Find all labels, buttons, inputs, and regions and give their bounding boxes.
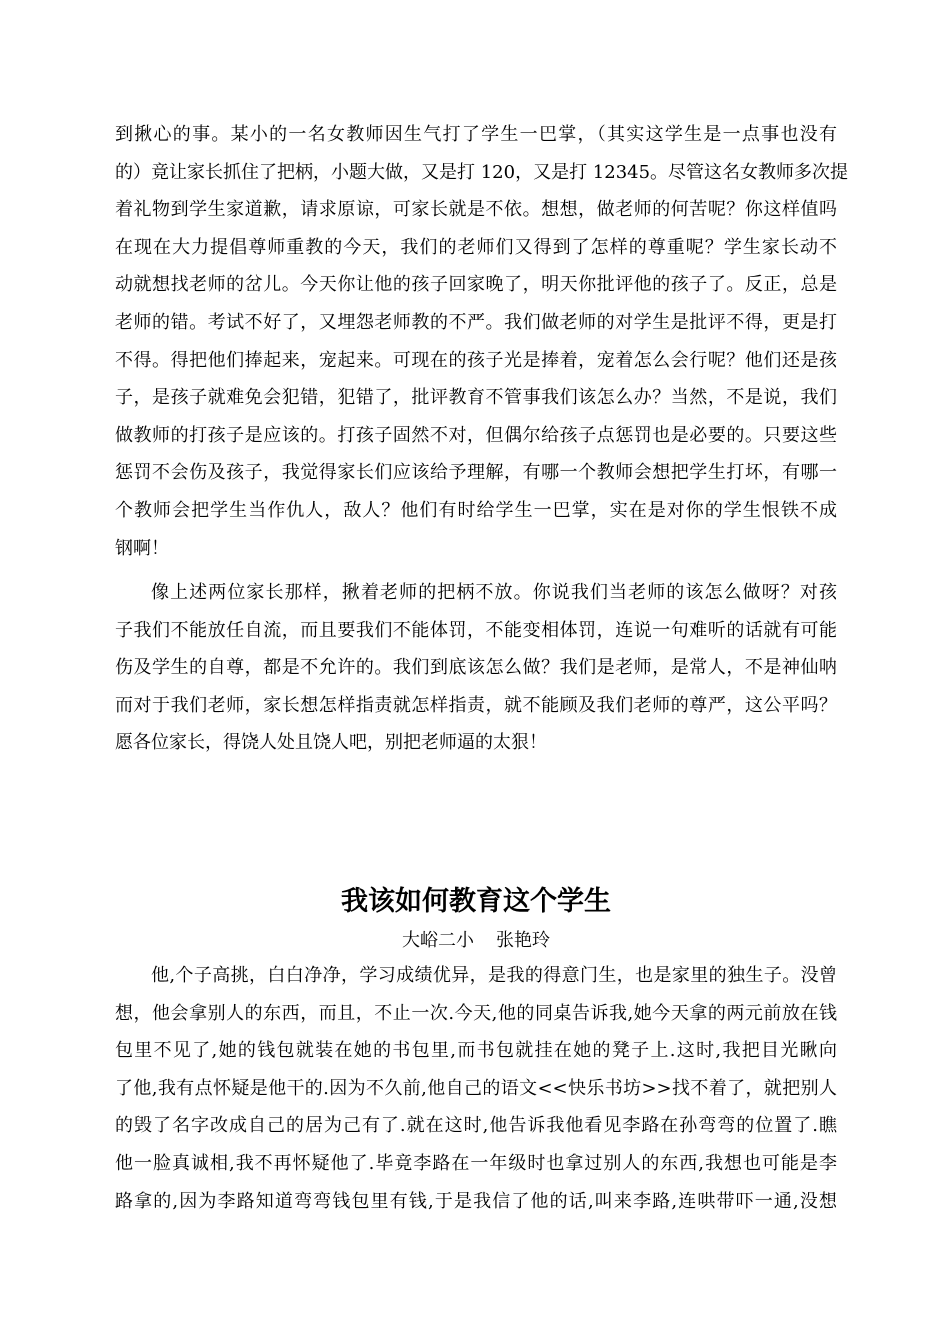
paragraph-1 xyxy=(115,116,849,567)
text-line: 想，他会拿别人的东西，而且，不止一次.今天,他的同桌告诉我,她今天拿的两元前放在钱 xyxy=(115,1002,837,1024)
text-line: 不得。得把他们捧起来，宠起来。可现在的孩子光是捧着，宠着怎么会行呢？他们还是孩 xyxy=(115,349,837,371)
text-line: 做教师的打孩子是应该的。打孩子固然不对，但偶尔给孩子点惩罚也是必要的。只要这些 xyxy=(115,424,837,446)
text-line: 了他,我有点怀疑是他干的.因为不久前,他自己的语文<<快乐书坊>>找不着了，就把别人 xyxy=(115,1077,837,1099)
text-line: 伤及学生的自尊，都是不允许的。我们到底该怎么做？我们是老师，是常人，不是神仙呐 xyxy=(115,657,837,679)
text-line: 他,个子高挑，白白净净，学习成绩优异，是我的得意门生，也是家里的独生子。没曾 xyxy=(151,965,837,986)
school-name: 大峪二小 xyxy=(402,930,474,951)
article-title: 我该如何教育这个学生 xyxy=(341,886,611,917)
text-line: 钢啊！ xyxy=(115,537,169,559)
text-line: 他一脸真诚相,我不再怀疑他了.毕竟李路在一年级时也拿过别人的东西,我想也可能是李 xyxy=(115,1152,837,1174)
text-line: 惩罚不会伤及孩子，我觉得家长们应该给予理解，有哪一个教师会想把学生打坏，有哪一 xyxy=(115,462,837,484)
text-line: 而对于我们老师，家长想怎样指责就怎样指责，就不能顾及我们老师的尊严，这公平吗？ xyxy=(115,694,837,716)
text-line: 愿各位家长，得饶人处且饶人吧，别把老师逼的太狠！ xyxy=(115,732,547,754)
text-line: 子我们不能放任自流，而且要我们不能体罚，不能变相体罚，连说一句难听的话就有可能 xyxy=(115,619,837,641)
byline xyxy=(115,926,837,956)
text-line: 着礼物到学生家道歉，请求原谅，可家长就是不依。想想，做老师的何苦呢？你这样值吗 xyxy=(115,199,837,221)
text-line: 到揪心的事。某小的一名女教师因生气打了学生一巴掌，（其实这学生是一点事也没有 xyxy=(115,124,837,145)
text-line: 老师的错。考试不好了，又埋怨老师教的不严。我们做老师的对学生是批评不得，更是打 xyxy=(115,311,837,333)
text-line: 在现在大力提倡尊师重教的今天，我们的老师们又得到了怎样的尊重呢？学生家长动不 xyxy=(115,236,837,258)
text-line: 的毁了名字改成自己的居为己有了.就在这时,他告诉我他看见李路在孙弯弯的位置了.瞧 xyxy=(115,1115,837,1137)
text-line: 像上述两位家长那样，揪着老师的把柄不放。你说我们当老师的该怎么做呀？对孩 xyxy=(151,582,837,603)
article-body xyxy=(115,957,837,1220)
text-line: 路拿的,因为李路知道弯弯钱包里有钱,于是我信了他的话,叫来李路,连哄带吓一通,没想 xyxy=(115,1190,837,1212)
text-line: 子，是孩子就难免会犯错，犯错了，批评教育不管事我们该怎么办？当然，不是说，我们 xyxy=(115,387,837,409)
text-line: 包里不见了,她的钱包就装在她的书包里,而书包就挂在她的凳子上.这时,我把目光瞅向 xyxy=(115,1040,837,1062)
author-name: 张艳玲 xyxy=(496,930,550,951)
paragraph-2 xyxy=(115,574,837,762)
text-line: 动就想找老师的岔儿。今天你让他的孩子回家晚了，明天你批评他的孩子了。反正，总是 xyxy=(115,274,837,296)
text-line: 个教师会把学生当作仇人，敌人？他们有时给学生一巴掌，实在是对你的学生恨铁不成 xyxy=(115,499,837,521)
text-line: 的）竟让家长抓住了把柄，小题大做，又是打 120，又是打 12345。尽管这名女教师多次提 xyxy=(115,161,849,183)
